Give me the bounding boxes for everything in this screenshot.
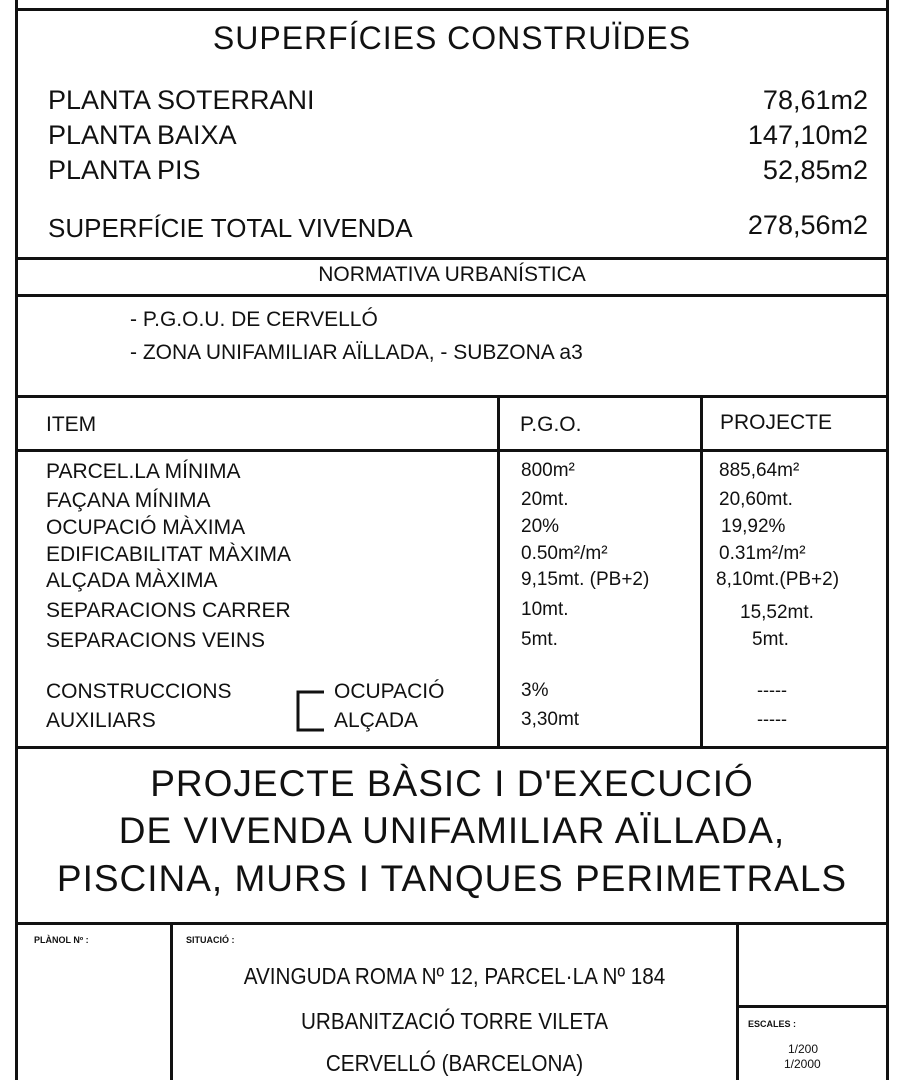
address-line-3: CERVELLÓ (BARCELONA) <box>325 1050 584 1076</box>
table-row-4-item: EDIFICABILITAT MÀXIMA <box>46 543 292 566</box>
address-line-2: URBANITZACIÓ TORRE VILETA <box>300 1008 609 1034</box>
table-row-3-projecte: 19,92% <box>721 516 786 537</box>
table-row-5-pgo: 9,15mt. (PB+2) <box>521 569 650 590</box>
titleblock-divider-2 <box>736 922 739 1080</box>
project-title-line-2: DE VIVENDA UNIFAMILIAR AÏLLADA, <box>118 810 786 851</box>
titleblock-divider-1 <box>170 922 173 1080</box>
divider-after-normativa <box>15 395 889 398</box>
aux-projecte-2: ----- <box>757 709 787 729</box>
table-row-5-item: ALÇADA MÀXIMA <box>46 569 218 592</box>
normativa-title: NORMATIVA URBANÍSTICA <box>318 263 586 286</box>
superficies-label-1: PLANTA SOTERRANI <box>48 85 315 115</box>
table-row-1-projecte: 885,64m² <box>719 460 800 481</box>
divider-after-superficies <box>15 257 889 260</box>
table-row-2-projecte: 20,60mt. <box>719 489 793 510</box>
titleblock-scale-divider <box>736 1005 889 1008</box>
table-row-5-projecte: 8,10mt.(PB+2) <box>716 569 840 590</box>
table-row-1-pgo: 800m² <box>521 460 575 481</box>
divider-table-header <box>15 449 889 452</box>
frame-right-border <box>886 0 889 1080</box>
superficies-title: SUPERFÍCIES CONSTRUÏDES <box>212 20 692 56</box>
table-row-2-item: FAÇANA MÍNIMA <box>46 489 211 512</box>
frame-top-border <box>15 8 889 11</box>
project-title-line-1: PROJECTE BÀSIC I D'EXECUCIÓ <box>150 763 754 804</box>
aux-pgo-2: 3,30mt <box>521 709 580 730</box>
divider-after-project <box>15 922 889 925</box>
table-header-pgo: P.G.O. <box>520 413 582 436</box>
table-col-divider-2 <box>700 395 703 749</box>
table-row-7-pgo: 5mt. <box>521 629 558 650</box>
table-row-4-pgo: 0.50m²/m² <box>521 543 608 564</box>
table-row-6-pgo: 10mt. <box>521 599 569 620</box>
escales-label: ESCALES : <box>748 1019 797 1029</box>
table-row-4-projecte: 0.31m²/m² <box>719 543 806 564</box>
table-row-3-pgo: 20% <box>521 516 560 537</box>
frame-left-border <box>15 0 18 1080</box>
scale-1: 1/200 <box>788 1042 819 1056</box>
table-row-2-pgo: 20mt. <box>521 489 569 510</box>
divider-after-normativa-title <box>15 294 889 297</box>
address-line-1: AVINGUDA ROMA Nº 12, PARCEL·LA Nº 184 <box>243 963 666 989</box>
superficies-value-1: 78,61m2 <box>762 85 868 115</box>
table-row-7-projecte: 5mt. <box>752 629 789 650</box>
table-row-7-item: SEPARACIONS VEINS <box>46 629 266 652</box>
project-title-line-3: PISCINA, MURS I TANQUES PERIMETRALS <box>56 858 848 899</box>
aux-sub-ocupacio: OCUPACIÓ <box>334 680 445 703</box>
normativa-item-2: - ZONA UNIFAMILIAR AÏLLADA, - SUBZONA a3 <box>130 341 583 364</box>
table-row-6-projecte: 15,52mt. <box>740 602 814 623</box>
table-row-6-item: SEPARACIONS CARRER <box>46 599 291 622</box>
aux-sub-alcada: ALÇADA <box>334 709 419 732</box>
scale-2: 1/2000 <box>784 1057 821 1071</box>
aux-bracket <box>290 686 330 736</box>
superficies-label-2: PLANTA BAIXA <box>48 120 237 150</box>
situacio-label: SITUACIÓ : <box>186 935 235 945</box>
divider-after-table <box>15 746 889 749</box>
table-header-item: ITEM <box>46 413 97 436</box>
table-row-1-item: PARCEL.LA MÍNIMA <box>46 460 241 483</box>
superficies-total-value: 278,56m2 <box>747 210 868 240</box>
superficies-label-3: PLANTA PIS <box>48 155 201 185</box>
normativa-item-1: - P.G.O.U. DE CERVELLÓ <box>130 308 378 331</box>
planol-label: PLÀNOL Nº : <box>34 935 89 945</box>
table-row-3-item: OCUPACIÓ MÀXIMA <box>46 516 246 539</box>
aux-projecte-1: ----- <box>757 680 787 700</box>
superficies-value-3: 52,85m2 <box>762 155 868 185</box>
table-col-divider-1 <box>497 395 500 749</box>
superficies-value-2: 147,10m2 <box>747 120 868 150</box>
aux-label-auxiliars: AUXILIARS <box>46 709 156 732</box>
aux-label-construccions: CONSTRUCCIONS <box>46 680 232 703</box>
aux-pgo-1: 3% <box>521 680 549 701</box>
superficies-total-label: SUPERFÍCIE TOTAL VIVENDA <box>48 213 413 243</box>
table-header-projecte: PROJECTE <box>720 411 833 434</box>
